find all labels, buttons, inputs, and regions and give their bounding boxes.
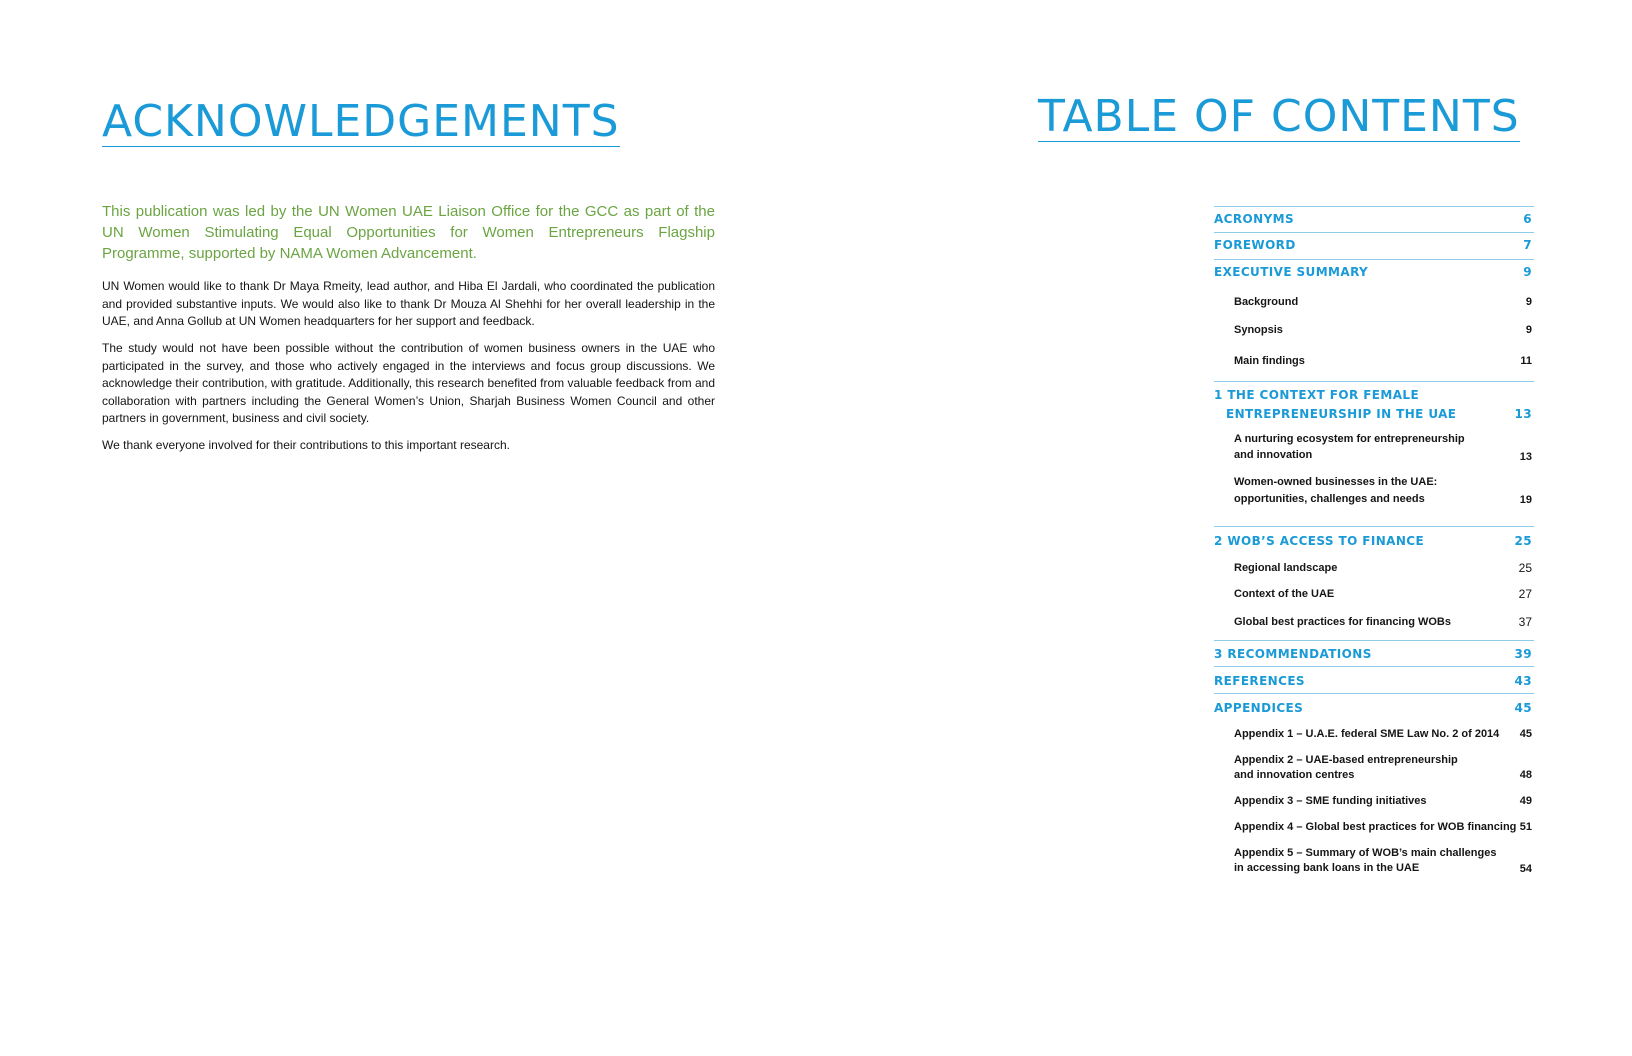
toc-subentry-page: 13 <box>1519 451 1532 463</box>
toc-subentry-context-uae[interactable] <box>1234 586 1532 602</box>
toc-subentry-page: 48 <box>1519 769 1532 781</box>
toc-entry-title: REFERENCES <box>1214 674 1305 688</box>
toc-entry-page: 6 <box>1523 212 1532 226</box>
toc-subentry-title: and innovation <box>1234 449 1313 461</box>
toc-entry-page: 9 <box>1523 265 1532 279</box>
toc-entry-page: 13 <box>1514 407 1532 421</box>
toc-entry-appendices[interactable] <box>1214 693 1534 719</box>
toc-subentry-page: 45 <box>1519 728 1532 740</box>
toc-subentry-title: Appendix 5 – Summary of WOB’s main challenges <box>1234 847 1497 859</box>
toc-subentry-title: Synopsis <box>1234 324 1283 336</box>
toc-subentry-title: opportunities, challenges and needs <box>1234 493 1425 505</box>
toc-subentry-title: Appendix 1 – U.A.E. federal SME Law No. 2 of 2014 <box>1234 728 1500 740</box>
toc-subentry-page: 9 <box>1525 296 1532 308</box>
toc-entry-page: 45 <box>1514 701 1532 715</box>
toc-entry-title: 1 THE CONTEXT FOR FEMALE <box>1214 388 1420 402</box>
toc-subentry-main-findings[interactable] <box>1234 353 1532 369</box>
toc-subentry-synopsis[interactable] <box>1234 322 1532 338</box>
toc-heading: TABLE OF CONTENTS <box>1038 91 1520 142</box>
toc-subentry-title: Regional landscape <box>1234 562 1338 574</box>
toc-subentry-page: 37 <box>1518 615 1532 629</box>
acknowledgements-paragraph: We thank everyone involved for their contributions to this important research. <box>102 438 510 452</box>
toc-entry-title: ACRONYMS <box>1214 212 1295 226</box>
toc-subentry-page: 54 <box>1519 863 1532 875</box>
toc-subentry-background[interactable] <box>1234 294 1532 310</box>
toc-subentry-women-owned-businesses[interactable] <box>1234 474 1532 508</box>
toc-subentry-appendix-2[interactable] <box>1234 752 1532 784</box>
toc-subentry-title: Appendix 2 – UAE-based entrepreneurship <box>1234 754 1458 766</box>
toc-subentry-page: 11 <box>1520 355 1532 367</box>
toc-entry-page: 43 <box>1514 674 1532 688</box>
toc-entry-context[interactable] <box>1214 381 1534 426</box>
toc-subentry-ecosystem[interactable] <box>1234 431 1532 465</box>
toc-subentry-appendix-3[interactable] <box>1234 793 1532 809</box>
toc-subentry-title: in accessing bank loans in the UAE <box>1234 862 1420 874</box>
toc-entry-access-to-finance[interactable] <box>1214 526 1534 552</box>
toc-subentry-title: Appendix 3 – SME funding initiatives <box>1234 795 1427 807</box>
toc-entry-title: ENTREPRENEURSHIP IN THE UAE <box>1226 407 1457 421</box>
toc-entry-title: APPENDICES <box>1214 701 1304 715</box>
toc-entry-page: 39 <box>1514 647 1532 661</box>
toc-entry-acronyms[interactable] <box>1214 206 1534 232</box>
toc-subentry-title: Main findings <box>1234 355 1305 367</box>
acknowledgements-paragraph: The study would not have been possible without the contribution of women business owners in the UAE who participated in the survey, and those who actively engaged in the interviews and focus group discussions. We acknowledge their contribution, with gratitude. Additionally, this research benefited from valuable feedback from and collaboration with partners including the General Women’s Union, Sharjah Business Women Council and other partners in government, business and civil society. <box>102 341 715 425</box>
toc-entry-title: 3 RECOMMENDATIONS <box>1214 647 1372 661</box>
toc-subentry-page: 9 <box>1525 324 1532 336</box>
toc-subentry-appendix-1[interactable] <box>1234 726 1532 742</box>
acknowledgements-paragraph: UN Women would like to thank Dr Maya Rmeity, lead author, and Hiba El Jardali, who coordinated the publication and provided substantive inputs. We would also like to thank Dr Mouza Al Shehhi for her overall leadership in the UAE, and Anna Gollub at UN Women headquarters for her support and feedback. <box>102 279 715 328</box>
toc-entry-recommendations[interactable] <box>1214 640 1534 666</box>
toc-entry-title: EXECUTIVE SUMMARY <box>1214 265 1369 279</box>
toc-subentry-page: 19 <box>1519 494 1532 506</box>
acknowledgements-heading: ACKNOWLEDGEMENTS <box>102 96 620 147</box>
toc-subentry-title: Background <box>1234 296 1299 308</box>
toc-subentry-title: Context of the UAE <box>1234 588 1335 600</box>
toc-subentry-title: A nurturing ecosystem for entrepreneurship <box>1234 433 1465 445</box>
toc-subentry-regional-landscape[interactable] <box>1234 560 1532 576</box>
toc-entry-page: 7 <box>1523 238 1532 252</box>
toc-entry-title: FOREWORD <box>1214 238 1296 252</box>
toc-entry-executive-summary[interactable] <box>1214 259 1534 285</box>
acknowledgements-lead: This publication was led by the UN Women UAE Liaison Office for the GCC as part of the UN Women Stimulating Equal Opportunities for Women Entrepreneurs Flagship Programme, supported by NAMA Women Advancement. <box>102 203 715 262</box>
toc-subentry-title: and innovation centres <box>1234 769 1355 781</box>
toc-subentry-page: 25 <box>1518 561 1532 575</box>
toc-subentry-appendix-4[interactable] <box>1234 819 1532 835</box>
toc-subentry-page: 27 <box>1518 587 1532 601</box>
toc-entry-foreword[interactable] <box>1214 232 1534 258</box>
toc-subentry-page: 49 <box>1519 795 1532 807</box>
toc-subentry-title: Global best practices for financing WOBs <box>1234 616 1451 628</box>
toc-subentry-page: 51 <box>1519 821 1532 833</box>
toc-entry-title: 2 WOB’S ACCESS TO FINANCE <box>1214 534 1425 548</box>
toc-entry-page: 25 <box>1514 534 1532 548</box>
toc-subentry-appendix-5[interactable] <box>1234 845 1532 877</box>
toc-subentry-title: Appendix 4 – Global best practices for WOB financing <box>1234 821 1517 833</box>
toc-subentry-title: Women-owned businesses in the UAE: <box>1234 476 1438 488</box>
toc-entry-references[interactable] <box>1214 666 1534 692</box>
toc-subentry-global-best-practices[interactable] <box>1234 614 1532 630</box>
